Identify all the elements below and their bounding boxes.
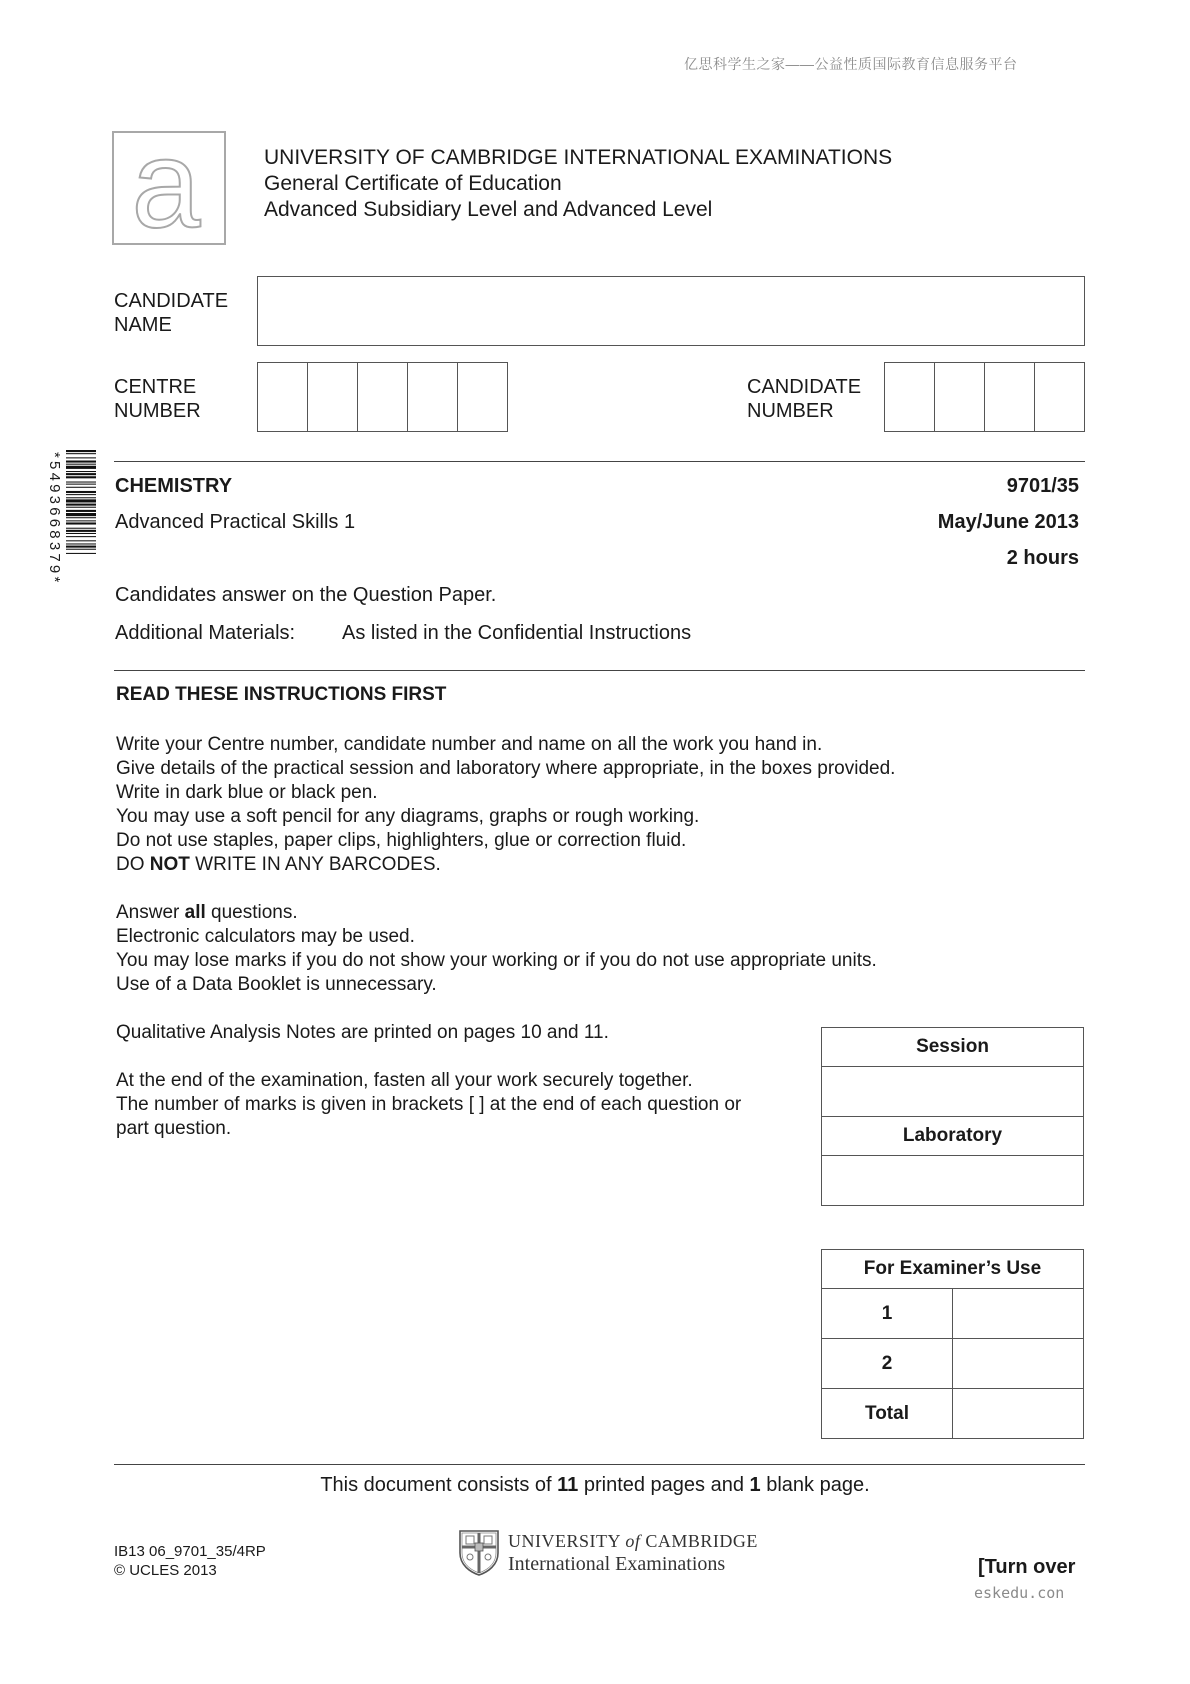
centre-digit-box[interactable]: [358, 363, 408, 431]
candidate-name-field[interactable]: [257, 276, 1085, 346]
barcode-bar: [66, 546, 96, 548]
barcode-bars: [66, 450, 96, 554]
laboratory-label: Laboratory: [822, 1117, 1084, 1156]
instructions-heading: READ THESE INSTRUCTIONS FIRST: [116, 684, 447, 705]
barcode-bar: [66, 491, 96, 493]
exam-duration: 2 hours: [1006, 547, 1079, 569]
printed-pages-count: 11: [557, 1474, 579, 1496]
barcode-bar: [66, 461, 96, 463]
candidate-number-field[interactable]: [884, 362, 1085, 432]
instruction-text: DO: [116, 854, 150, 875]
instruction-line: You may lose marks if you do not show your working or if you do not use appropriate units.: [116, 950, 877, 971]
cambridge-wordmark: [508, 1530, 758, 1553]
instruction-line: At the end of the examination, fasten all your work securely together.: [116, 1070, 693, 1091]
barcode-bar: [66, 471, 96, 472]
page-count-text: printed pages and: [578, 1474, 750, 1496]
barcode-bar: [66, 533, 96, 534]
question-2-label: 2: [822, 1339, 953, 1389]
instruction-line: Electronic calculators may be used.: [116, 926, 415, 947]
barcode-digits: *5493668379*: [46, 452, 63, 586]
centre-number-label-line2: NUMBER: [114, 400, 201, 422]
instruction-line: part question.: [116, 1118, 232, 1139]
examiner-heading: For Examiner’s Use: [822, 1250, 1084, 1289]
session-field[interactable]: [822, 1067, 1084, 1117]
question-2-mark-field[interactable]: [953, 1339, 1084, 1389]
instruction-line: The number of marks is given in brackets [ ] at the end of each question or: [116, 1094, 742, 1115]
paper-code: 9701/35: [1006, 475, 1079, 497]
cambridge-crest-icon: [458, 1529, 500, 1577]
instruction-text: Answer: [116, 902, 185, 923]
barcode-bar: [66, 507, 96, 508]
barcode-bar: [66, 549, 96, 550]
centre-number-label: [114, 375, 201, 423]
barcode-bar: [66, 464, 96, 465]
answer-note: Candidates answer on the Question Paper.: [115, 584, 497, 606]
international-examinations-wordmark: International Examinations: [508, 1553, 726, 1575]
centre-number-field[interactable]: [257, 362, 508, 432]
document-page-count: [0, 1474, 1190, 1497]
instructions-block-1: [116, 733, 895, 877]
cambridge-footer-text: [508, 1530, 758, 1576]
barcode-bar: [66, 473, 96, 475]
barcode-bar: [66, 540, 96, 541]
barcode-bar: [66, 466, 96, 469]
candidate-digit-box[interactable]: [885, 363, 935, 431]
bottom-watermark: eskedu.con: [974, 1584, 1065, 1602]
total-label: Total: [822, 1389, 953, 1439]
barcode-bar: [66, 520, 96, 521]
barcode-bar: [66, 450, 96, 452]
top-watermark: 亿思科学生之家——公益性质国际教育信息服务平台: [684, 56, 1018, 72]
laboratory-field[interactable]: [822, 1156, 1084, 1206]
wordmark-part: CAMBRIDGE: [640, 1531, 758, 1551]
logo-letter: a: [131, 133, 201, 243]
page-count-text: blank page.: [760, 1474, 870, 1496]
candidate-digit-box[interactable]: [935, 363, 985, 431]
barcode-graphic: [40, 450, 96, 660]
instruction-emphasis: NOT: [149, 854, 190, 875]
barcode-bar: [66, 482, 96, 483]
cambridge-footer-logo: [458, 1529, 758, 1577]
barcode: [40, 450, 96, 660]
barcode-bar: [66, 536, 96, 537]
centre-digit-box[interactable]: [258, 363, 308, 431]
instruction-line: Write your Centre number, candidate number and name on all the work you hand in.: [116, 734, 823, 755]
barcode-bar: [66, 487, 96, 488]
candidate-name-label: [114, 289, 228, 337]
header-line-3: Advanced Subsidiary Level and Advanced Level: [264, 198, 713, 221]
centre-digit-box[interactable]: [408, 363, 458, 431]
session-laboratory-box: [821, 1027, 1084, 1206]
barcode-bar: [66, 528, 96, 529]
instruction-line: You may use a soft pencil for any diagrams, graphs or rough working.: [116, 806, 700, 827]
barcode-bar: [66, 453, 96, 454]
document-code: IB13 06_9701_35/4RP: [114, 1543, 266, 1560]
turn-over-note: [Turn over: [978, 1556, 1076, 1578]
candidate-number-label-line1: CANDIDATE: [747, 376, 862, 398]
footer-reference: [114, 1542, 266, 1580]
instruction-line-answer: [116, 901, 877, 925]
instruction-text: WRITE IN ANY BARCODES.: [189, 854, 441, 875]
exam-board-header: [264, 145, 892, 223]
qa-notes-line: Qualitative Analysis Notes are printed on pages 10 and 11.: [116, 1022, 609, 1043]
total-mark-field[interactable]: [953, 1389, 1084, 1439]
page-count-text: This document consists of: [320, 1474, 558, 1496]
barcode-bar: [66, 553, 96, 554]
barcode-bar: [66, 457, 96, 458]
instruction-line: Write in dark blue or black pen.: [116, 782, 378, 803]
candidate-digit-box[interactable]: [985, 363, 1035, 431]
exam-session: May/June 2013: [937, 511, 1079, 533]
question-1-mark-field[interactable]: [953, 1289, 1084, 1339]
candidate-digit-box[interactable]: [1035, 363, 1084, 431]
barcode-bar: [66, 543, 96, 544]
wordmark-part: of: [625, 1531, 641, 1551]
barcode-bar: [66, 530, 96, 532]
barcode-bar: [66, 517, 96, 518]
centre-number-label-line1: CENTRE: [114, 376, 197, 398]
header-line-2: General Certificate of Education: [264, 172, 562, 195]
subject-title: CHEMISTRY: [115, 475, 233, 497]
instructions-block-3: [116, 1069, 741, 1141]
cie-a-logo: [112, 131, 226, 245]
copyright-notice: © UCLES 2013: [114, 1562, 217, 1579]
divider-bottom: [114, 1464, 1085, 1465]
barcode-bar: [66, 484, 96, 485]
instructions-block-2: [116, 901, 877, 997]
instruction-emphasis: all: [184, 902, 206, 923]
barcode-bar: [66, 476, 96, 478]
examiner-use-box: [821, 1249, 1084, 1439]
barcode-bar: [66, 522, 96, 524]
question-1-label: 1: [822, 1289, 953, 1339]
candidate-name-label-line1: CANDIDATE: [114, 290, 229, 312]
materials-value: As listed in the Confidential Instructions: [342, 622, 692, 644]
candidate-number-label: [747, 375, 861, 423]
candidate-number-label-line2: NUMBER: [747, 400, 834, 422]
instruction-line-barcodes: [116, 853, 895, 877]
barcode-bar: [66, 497, 96, 498]
instruction-line: Do not use staples, paper clips, highlighters, glue or correction fluid.: [116, 830, 687, 851]
centre-digit-box[interactable]: [458, 363, 507, 431]
instruction-text: questions.: [205, 902, 298, 923]
paper-title: Advanced Practical Skills 1: [115, 511, 356, 533]
barcode-bar: [66, 510, 96, 512]
wordmark-part: UNIVERSITY: [508, 1531, 626, 1551]
session-label: Session: [822, 1028, 1084, 1067]
blank-pages-count: 1: [749, 1474, 761, 1496]
divider-top: [114, 461, 1085, 462]
header-line-1: UNIVERSITY OF CAMBRIDGE INTERNATIONAL EXAMINATIONS: [264, 146, 893, 169]
materials-label: Additional Materials:: [115, 622, 296, 644]
barcode-bar: [66, 499, 96, 502]
candidate-name-label-line2: NAME: [114, 314, 172, 336]
barcode-bar: [66, 494, 96, 495]
instruction-line: Give details of the practical session and laboratory where appropriate, in the boxes provided.: [116, 758, 896, 779]
instruction-line: Use of a Data Booklet is unnecessary.: [116, 974, 437, 995]
barcode-bar: [66, 513, 96, 516]
centre-digit-box[interactable]: [308, 363, 358, 431]
barcode-bar: [66, 504, 96, 506]
divider-instructions: [114, 670, 1085, 671]
